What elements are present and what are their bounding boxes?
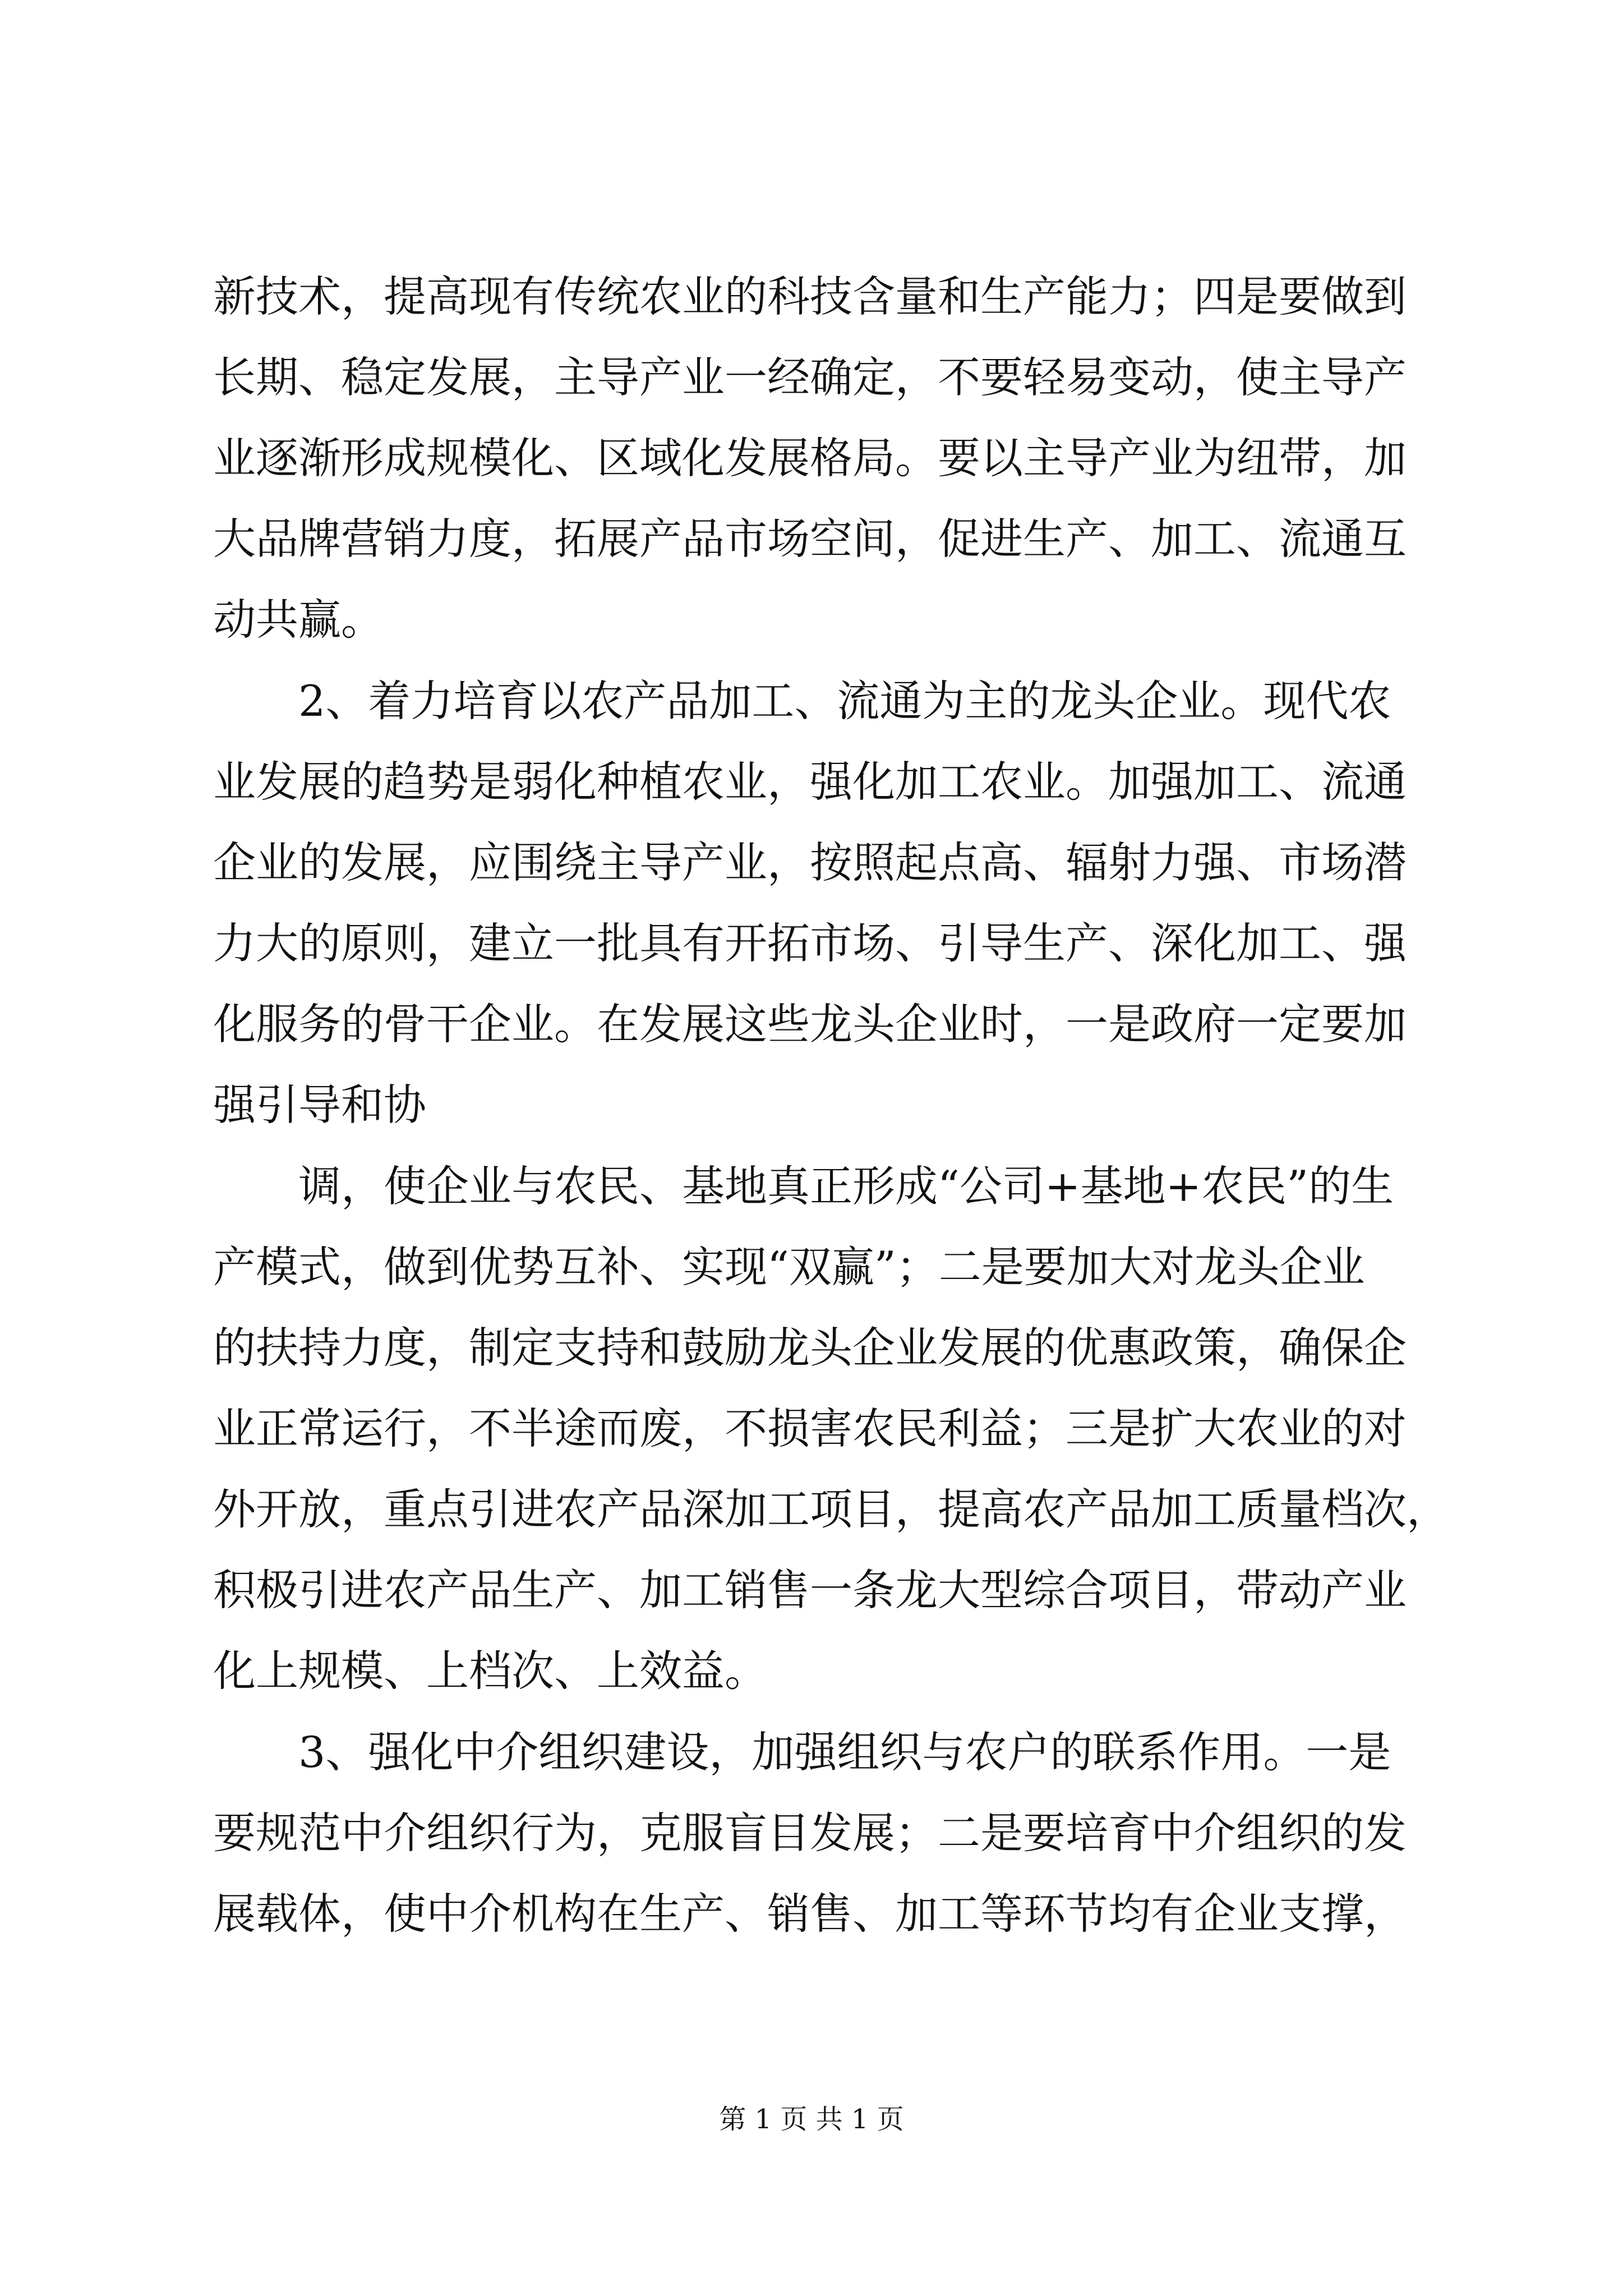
text-line: 积极引进农产品生产、加工销售一条龙大型综合项目，带动产业 [213,1565,1407,1615]
text-line: 产模式，做到优势互补、实现“双赢”；二是要加大对龙头企业 [213,1242,1365,1292]
text-line: 业发展的趋势是弱化种植农业，强化加工农业。加强加工、流通 [213,757,1407,807]
text-line: 力大的原则，建立一批具有开拓市场、引导生产、深化加工、强 [213,918,1407,968]
text-line: 展载体，使中介机构在生产、销售、加工等环节均有企业支撑， [213,1889,1407,1939]
paragraph-start-line: 调，使企业与农民、基地真正形成“公司+基地+农民”的生 [298,1161,1394,1211]
text-line: 外开放，重点引进农产品深加工项目，提高农产品加工质量档次， [213,1484,1449,1534]
text-line: 新技术，提高现有传统农业的科技含量和生产能力；四是要做到 [213,272,1407,321]
text-line: 业逐渐形成规模化、区域化发展格局。要以主导产业为纽带，加 [213,433,1407,483]
text-line: 长期、稳定发展，主导产业一经确定，不要轻易变动，使主导产 [213,352,1407,402]
text-line: 强引导和协 [213,1080,426,1130]
page-footer: 第 1 页 共 1 页 [719,2104,904,2135]
text-line: 的扶持力度，制定支持和鼓励龙头企业发展的优惠政策，确保企 [213,1323,1407,1373]
text-line: 动共赢。 [213,595,384,645]
text-line: 大品牌营销力度，拓展产品市场空间，促进生产、加工、流通互 [213,514,1407,564]
text-line: 业正常运行，不半途而废，不损害农民利益；三是扩大农业的对 [213,1404,1407,1453]
text-line: 化服务的骨干企业。在发展这些龙头企业时，一是政府一定要加 [213,999,1407,1049]
text-line: 要规范中介组织行为，克服盲目发展；二是要培育中介组织的发 [213,1808,1407,1858]
paragraph-start-line: 2、着力培育以农产品加工、流通为主的龙头企业。现代农 [298,676,1391,726]
text-line: 企业的发展，应围绕主导产业，按照起点高、辐射力强、市场潜 [213,838,1407,887]
paragraph-start-line: 3、强化中介组织建设，加强组织与农户的联系作用。一是 [298,1727,1391,1777]
text-line: 化上规模、上档次、上效益。 [213,1646,767,1696]
